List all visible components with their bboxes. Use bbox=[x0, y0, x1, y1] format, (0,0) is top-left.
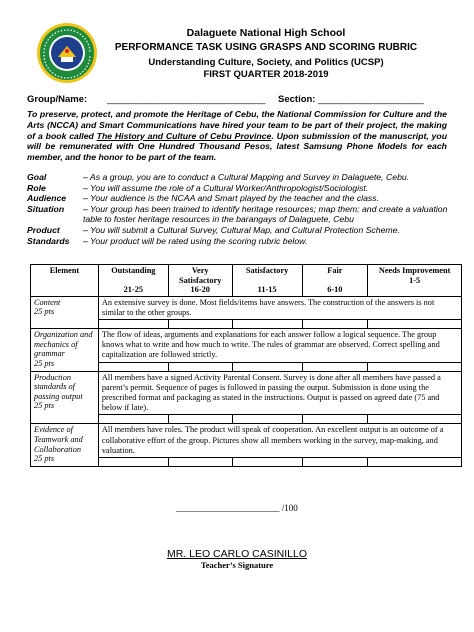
grasps-text: – You will assume the role of a Cultural Worker/Anthropologist/Sociologist. bbox=[83, 182, 369, 193]
rubric-element: Evidence of Teamwork and Collaboration 25 pts bbox=[31, 424, 99, 467]
score-cell[interactable] bbox=[168, 457, 232, 466]
score-cell[interactable] bbox=[232, 362, 302, 371]
total-score-max: /100 bbox=[281, 503, 298, 513]
rubric-header-element: Element bbox=[31, 265, 99, 297]
score-cell[interactable] bbox=[232, 319, 302, 328]
school-name: Dalaguete National High School bbox=[186, 27, 346, 39]
rubric-row-content bbox=[31, 296, 462, 319]
rubric-description: An extensive survey is done. Most fields/items have answers. The construction of the answers is not similar to the other groups. bbox=[98, 296, 461, 319]
score-cell[interactable] bbox=[368, 415, 462, 424]
rubric-row-organization bbox=[31, 328, 462, 362]
score-cell[interactable] bbox=[232, 457, 302, 466]
grasps-text: – You will submit a Cultural Survey, Cultural Map, and Cultural Protection Scheme. bbox=[83, 224, 400, 235]
rubric-row-production bbox=[31, 371, 462, 415]
school-logo bbox=[36, 22, 98, 84]
book-title: The History and Culture of Cebu Province bbox=[96, 130, 272, 141]
score-cell[interactable] bbox=[368, 457, 462, 466]
score-cell[interactable] bbox=[98, 362, 168, 371]
rubric-element: Content 25 pts bbox=[31, 296, 99, 328]
grasps-item-audience bbox=[27, 193, 457, 204]
rubric-header-outstanding: Outstanding 21-25 bbox=[98, 265, 168, 297]
intro-text-part1: To preserve, protect, and promote the Heritage of Cebu, the National Commission for Culture and the Arts (NCCA) and Smart Communications have hired your team to be part of their project, the making of a book called bbox=[27, 109, 447, 141]
rubric-header-needs-improvement: Needs Improvement 1-5 bbox=[368, 265, 462, 297]
score-cell[interactable] bbox=[302, 319, 368, 328]
grasps-key: Role bbox=[27, 182, 46, 193]
score-cell[interactable] bbox=[232, 415, 302, 424]
rubric-element: Production standards of passing output 25 pts bbox=[31, 371, 99, 424]
intro-text-part2: . Upon submission of the manuscript, you will be remunerated with One Hundred Thousand Pesos, latest Samsung Phone Models for each member, and the honor to be part of the team. bbox=[27, 130, 448, 163]
grasps-list bbox=[27, 172, 457, 246]
rubric-row-teamwork bbox=[31, 424, 462, 458]
scoring-rubric-table bbox=[30, 264, 462, 467]
grasps-item-goal bbox=[27, 172, 457, 183]
grasps-item-product bbox=[27, 225, 457, 236]
score-cell[interactable] bbox=[368, 319, 462, 328]
grasps-key: Goal bbox=[27, 172, 47, 182]
rubric-header-satisfactory: Satisfactory 11-15 bbox=[232, 265, 302, 297]
rubric-element: Organization and mechanics of grammar 25 pts bbox=[31, 328, 99, 371]
score-cell[interactable] bbox=[168, 415, 232, 424]
grasps-text: – As a group, you are to conduct a Cultural Mapping and Survey in Dalaguete, Cebu. bbox=[83, 172, 410, 182]
score-cell[interactable] bbox=[168, 319, 232, 328]
total-score-field[interactable]: _______________________ bbox=[176, 503, 280, 513]
score-cell[interactable] bbox=[302, 362, 368, 371]
grasps-item-situation bbox=[27, 204, 457, 225]
score-cell[interactable] bbox=[302, 457, 368, 466]
document-title: PERFORMANCE TASK USING GRASPS AND SCORING RUBRIC bbox=[114, 42, 418, 53]
grasps-key: Situation bbox=[27, 203, 65, 214]
score-cell[interactable] bbox=[98, 319, 168, 328]
total-score bbox=[176, 503, 298, 513]
rubric-header-very-satisfactory: Very Satisfactory 16-20 bbox=[168, 265, 232, 297]
grasps-text: – Your group has been trained to identify heritage resources; map them; and create a valuation table to foster heritage resources in the barangays of Dalaguete, Cebu bbox=[83, 203, 448, 225]
signature-label: Teacher’s Signature bbox=[200, 560, 274, 570]
section-field[interactable]: ____________________ bbox=[318, 94, 424, 105]
grasps-key: Product bbox=[27, 224, 60, 235]
grasps-key: Standards bbox=[27, 235, 70, 246]
score-cell[interactable] bbox=[98, 457, 168, 466]
group-name-label: Group/Name: bbox=[27, 94, 88, 105]
grasps-item-standards bbox=[27, 236, 457, 247]
quarter-label: FIRST QUARTER 2018-2019 bbox=[203, 69, 329, 80]
score-cell[interactable] bbox=[302, 415, 368, 424]
rubric-header-row bbox=[31, 265, 462, 297]
task-introduction bbox=[27, 109, 447, 163]
group-name-field[interactable]: ______________________________ bbox=[107, 94, 266, 105]
teacher-name: MR. LEO CARLO CASINILLO bbox=[166, 548, 308, 560]
grasps-text: – Your product will be rated using the scoring rubric below. bbox=[83, 235, 308, 246]
rubric-description: All members have roles. The product will speak of cooperation. An excellent output is an outcome of a collaborative effort of the group. Pictures show all members working in the survey, map-making, and valuation. bbox=[98, 424, 461, 458]
rubric-header-fair: Fair 6-10 bbox=[302, 265, 368, 297]
score-cell[interactable] bbox=[168, 362, 232, 371]
score-cell[interactable] bbox=[98, 415, 168, 424]
score-cell[interactable] bbox=[368, 362, 462, 371]
grasps-item-role bbox=[27, 183, 457, 194]
grasps-text: – Your audience is the NCAA and Smart played by the teacher and the class. bbox=[83, 193, 380, 204]
rubric-description: All members have a signed Activity Parental Consent. Survey is done after all members have passed a parent’s permit. Sequence of pages is followed in passing the output. Submission is done using the prescribed format and packaging as stated in the instructions. Output is passed on agreed date (75 and below if late). bbox=[98, 371, 461, 415]
grasps-key: Audience bbox=[27, 193, 67, 204]
rubric-description: The flow of ideas, arguments and explanations for each answer follow a logical sequence. The group knows what to write and how much to write. The rules of grammar are observed. Correct spelling and capitalization are followed strictly. bbox=[98, 328, 461, 362]
section-label: Section: bbox=[278, 94, 316, 105]
subject-title: Understanding Culture, Society, and Politics (UCSP) bbox=[148, 57, 384, 68]
